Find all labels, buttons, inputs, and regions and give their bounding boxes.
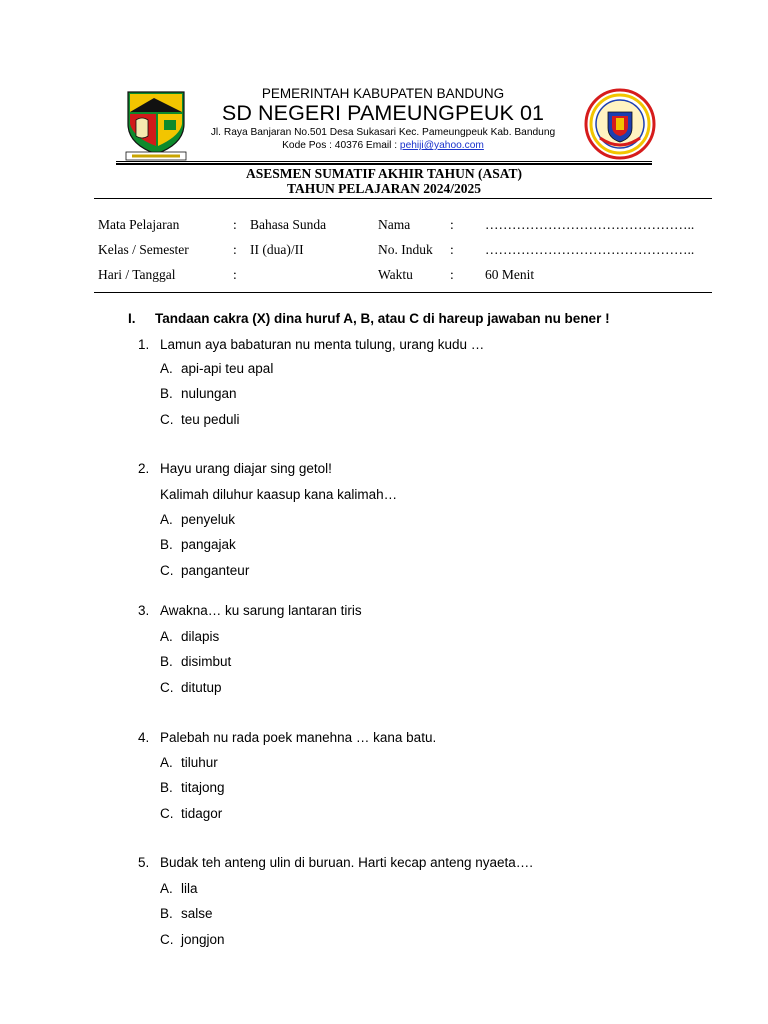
- info-colon: :: [450, 242, 454, 257]
- info-colon: :: [450, 217, 454, 232]
- question-number: 3.: [138, 603, 150, 618]
- option-letter: C.: [160, 806, 174, 821]
- option-text: nulungan: [181, 386, 237, 401]
- school-contact: [190, 140, 576, 151]
- exam-title: ASESMEN SUMATIF AKHIR TAHUN (ASAT): [245, 166, 523, 181]
- letterhead-rule-thin: [116, 161, 652, 162]
- info-label: Mata Pelajaran: [98, 217, 180, 232]
- option-letter: A.: [160, 755, 173, 770]
- option-letter: A.: [160, 361, 173, 376]
- option-letter: B.: [160, 654, 173, 669]
- question-text: Awakna… ku sarung lantaran tiris: [160, 603, 362, 618]
- option-text: lila: [181, 881, 198, 896]
- info-label: Hari / Tanggal: [98, 267, 176, 282]
- option-letter: C.: [160, 412, 174, 427]
- info-label: Waktu: [378, 267, 413, 282]
- info-rule: [94, 292, 712, 293]
- school-emblem-icon: [584, 88, 656, 160]
- school-address: Jl. Raya Banjaran No.501 Desa Sukasari Kec. Pameungpeuk Kab. Bandung: [210, 127, 556, 138]
- question-number: 5.: [138, 855, 150, 870]
- name-field: ………………………………………..: [485, 217, 695, 232]
- info-value: II (dua)/II: [250, 242, 304, 257]
- option-text: pangajak: [181, 537, 236, 552]
- government-name: PEMERINTAH KABUPATEN BANDUNG: [261, 86, 505, 101]
- option-letter: B.: [160, 386, 173, 401]
- question-number: 1.: [138, 337, 150, 352]
- school-name: SD NEGERI PAMEUNGPEUK 01: [221, 101, 545, 125]
- option-letter: C.: [160, 680, 174, 695]
- option-letter: B.: [160, 906, 173, 921]
- exam-year: TAHUN PELAJARAN 2024/2025: [286, 181, 481, 196]
- option-letter: A.: [160, 881, 173, 896]
- option-letter: C.: [160, 563, 174, 578]
- option-letter: B.: [160, 537, 173, 552]
- question-number: 4.: [138, 730, 150, 745]
- info-colon: :: [233, 217, 237, 232]
- info-label: No. Induk: [378, 242, 433, 257]
- option-text: panganteur: [181, 563, 250, 578]
- info-value: Bahasa Sunda: [250, 217, 327, 232]
- option-text: ditutup: [181, 680, 222, 695]
- option-letter: C.: [160, 932, 174, 947]
- title-rule: [94, 198, 712, 199]
- option-letter: B.: [160, 780, 173, 795]
- info-colon: :: [233, 242, 237, 257]
- info-label: Kelas / Semester: [98, 242, 189, 257]
- student-number-field: ………………………………………..: [485, 242, 695, 257]
- question-text: Lamun aya babaturan nu menta tulung, urang kudu …: [160, 337, 485, 352]
- question-text: Budak teh anteng ulin di buruan. Harti kecap anteng nyaeta….: [160, 855, 534, 870]
- option-letter: A.: [160, 512, 173, 527]
- email-link[interactable]: pehiji@yahoo.com: [399, 140, 484, 151]
- option-text: salse: [181, 906, 213, 921]
- info-label: Nama: [378, 217, 411, 232]
- option-text: api-api teu apal: [181, 361, 274, 376]
- section-instruction: Tandaan cakra (X) dina huruf A, B, atau C di hareup jawaban nu bener !: [155, 311, 610, 326]
- info-colon: :: [233, 267, 237, 282]
- option-text: dilapis: [181, 629, 220, 644]
- option-text: penyeluk: [181, 512, 236, 527]
- contact-prefix: Kode Pos : 40376 Email :: [282, 140, 400, 151]
- option-text: tidagor: [181, 806, 223, 821]
- time-value: 60 Menit: [485, 267, 535, 282]
- option-letter: A.: [160, 629, 173, 644]
- info-colon: :: [450, 267, 454, 282]
- option-text: jongjon: [181, 932, 225, 947]
- option-text: teu peduli: [181, 412, 240, 427]
- letterhead-rule-thick: [116, 163, 652, 165]
- question-subtext: Kalimah diluhur kaasup kana kalimah…: [160, 487, 398, 502]
- option-text: tiluhur: [181, 755, 218, 770]
- kabupaten-bandung-crest-icon: [124, 90, 188, 162]
- question-text: Palebah nu rada poek manehna … kana batu.: [160, 730, 437, 745]
- section-number: I.: [128, 311, 136, 326]
- question-number: 2.: [138, 461, 150, 476]
- question-text: Hayu urang diajar sing getol!: [160, 461, 332, 476]
- option-text: titajong: [181, 780, 225, 795]
- option-text: disimbut: [181, 654, 232, 669]
